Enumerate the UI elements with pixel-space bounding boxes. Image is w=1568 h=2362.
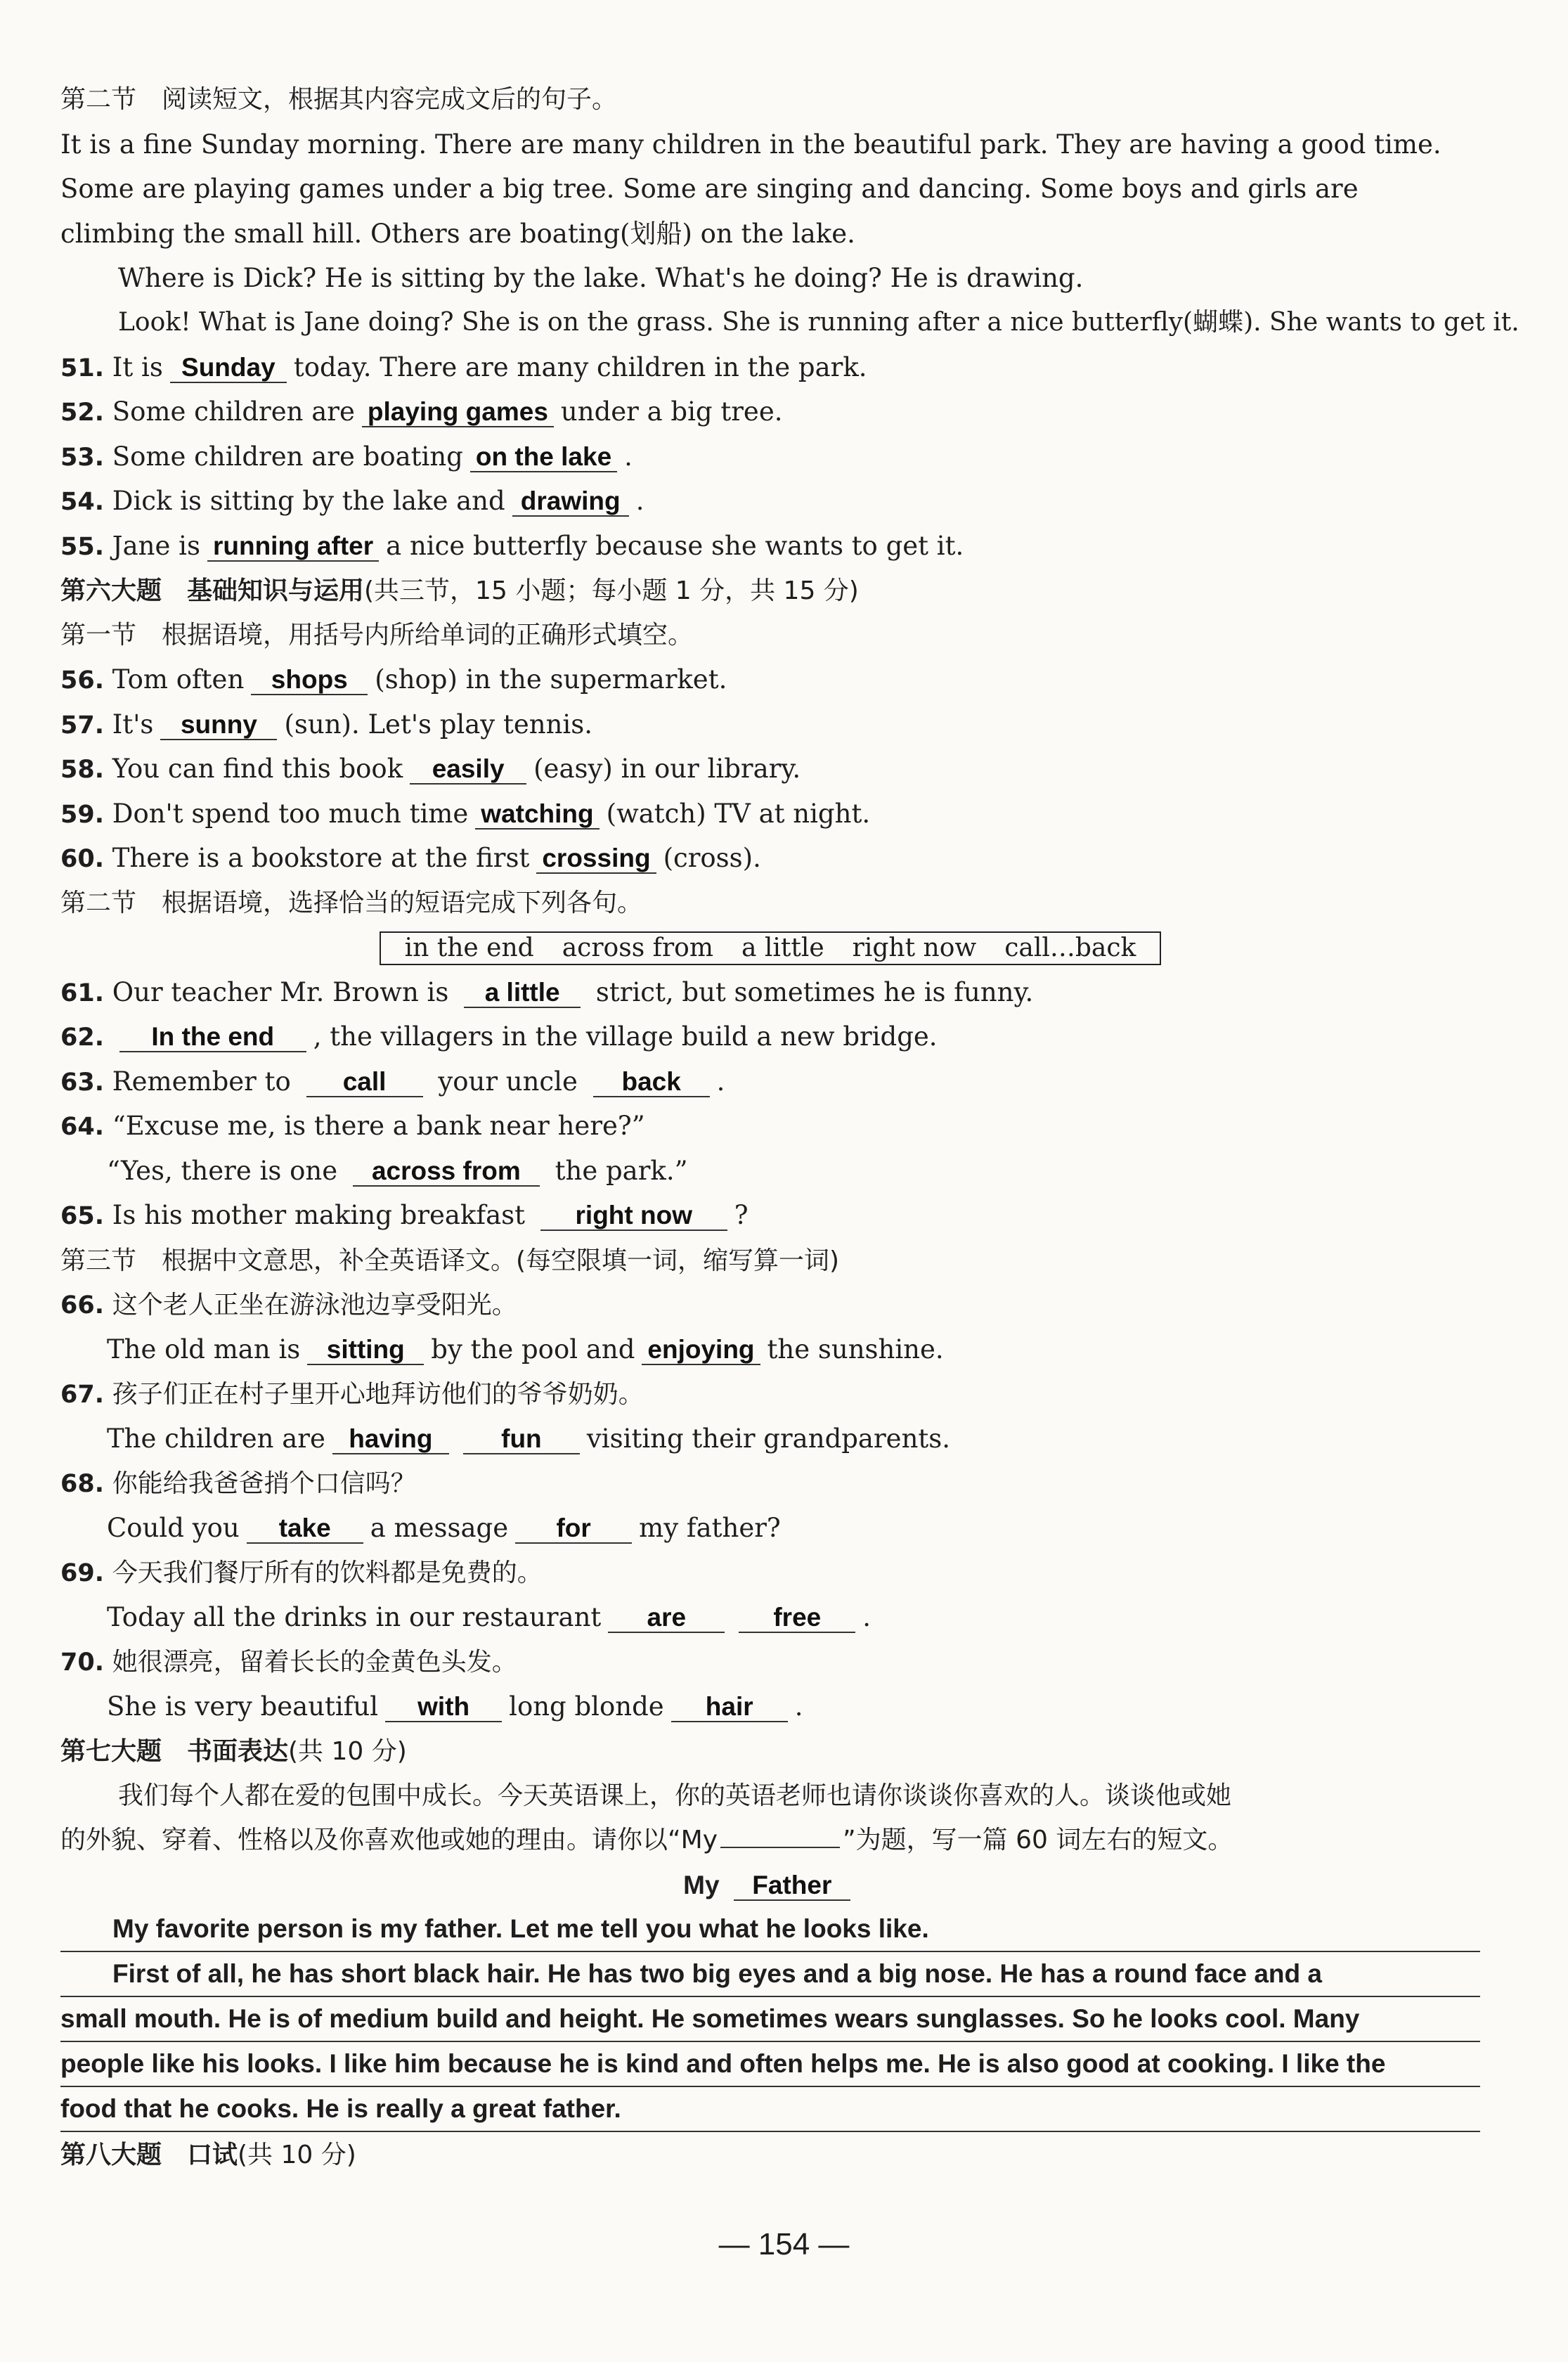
question-56 [60,657,1480,702]
word-box-item: right now [852,934,977,962]
part6-section2-heading: 第二节 根据语境，选择恰当的短语完成下列各句。 [60,888,643,917]
question-text: You can find this book [112,754,403,784]
question-58 [60,747,1480,792]
question-text: Don't spend too much time [112,798,469,829]
answer-blank: Sunday [170,354,287,383]
question-66-translation [60,1327,1480,1372]
question-text: Our teacher Mr. Brown is [112,976,449,1007]
question-text: . [862,1601,872,1632]
question-text: It's [112,709,154,740]
question-text: Some children are boating [112,441,463,472]
question-70-translation [60,1684,1480,1729]
question-52 [60,389,1480,434]
page-number: — 154 — [718,2227,850,2261]
answer-blank: free [739,1603,855,1633]
question-number: 58. [60,756,105,784]
question-text: Today all the drinks in our restaurant [107,1601,602,1632]
question-text: long blonde [509,1691,664,1722]
answer-blank: having [332,1425,449,1454]
question-text: There is a bookstore at the first [112,843,530,873]
question-67-translation [60,1416,1480,1461]
question-text: It is [112,351,163,382]
answer-blank: shops [251,666,368,695]
word-box-item: a little [741,934,824,962]
worksheet-page [60,77,1520,2177]
question-text: strict, but sometimes he is funny. [595,976,1034,1007]
question-number: 68. [60,1470,105,1498]
answer-blank: a little [464,979,581,1008]
answer-blank: with [385,1693,502,1722]
question-number: 67. [60,1381,105,1409]
part7-note: (共 10 分) [288,1737,407,1766]
question-68-chinese [60,1461,1480,1506]
question-text: . [716,1066,725,1097]
chinese-sentence: 她很漂亮，留着长长的金黄色头发。 [112,1648,517,1677]
part6-title: 第六大题 基础知识与运用 [60,576,365,605]
part6-section3-heading [60,1238,1480,1283]
question-text: visiting their grandparents. [586,1423,951,1454]
question-60 [60,836,1480,881]
writing-prompt-line-1: 我们每个人都在爱的包围中成长。今天英语课上，你的英语老师也请你谈谈你喜欢的人。谈谈他或她 [118,1781,1232,1810]
chinese-sentence: 今天我们餐厅所有的饮料都是免费的。 [112,1558,543,1587]
answer-blank: call [306,1068,423,1097]
question-text: ? [734,1200,749,1230]
essay-answer [60,1907,1480,2132]
answer-blank: back [593,1068,710,1097]
question-text: my father? [639,1512,781,1543]
question-65 [60,1193,1480,1238]
question-number: 56. [60,666,105,695]
question-text: Dick is sitting by the lake and [112,486,505,516]
essay-line: people like his looks. I like him because he is kind and often helps me. He is also good at cooking. I like the [60,2042,1480,2087]
section-title: 第三节 根据中文意思，补全英语译文。 [60,1246,517,1275]
answer-blank: are [608,1603,725,1633]
chinese-sentence: 你能给我爸爸捎个口信吗？ [112,1469,416,1498]
question-text: The old man is [107,1334,301,1364]
question-number: 59. [60,800,105,829]
answer-blank: sunny [160,711,277,740]
reading-paragraph-2: Where is Dick? He is sitting by the lake. What's he doing? He is drawing. [118,262,1084,293]
question-text: (sun). Let's play tennis. [284,709,592,740]
question-text: Some children are [112,396,355,427]
question-text: (watch) TV at night. [606,798,871,829]
word-box-line [60,925,1480,970]
question-text: Remember to [112,1066,291,1097]
answer-blank: running after [207,532,379,562]
question-51 [60,345,1480,390]
question-69-chinese [60,1550,1480,1595]
answer-blank: on the lake [470,443,617,472]
word-box-item: in the end [404,934,534,962]
part6-heading [60,568,1480,613]
question-text: . [794,1691,803,1722]
question-number: 65. [60,1202,105,1230]
question-text: Could you [107,1512,240,1543]
question-text: (cross). [663,843,761,873]
question-text: “Yes, there is one [107,1155,338,1186]
question-number: 57. [60,711,105,740]
title-blank [720,1847,840,1848]
question-text: Jane is [112,530,200,561]
question-text: . [635,486,644,516]
part8-heading [60,2132,1480,2177]
question-69-translation [60,1595,1480,1640]
question-text: The children are [107,1423,325,1454]
question-62 [60,1014,1480,1059]
part6-section1-heading: 第一节 根据语境，用括号内所给单词的正确形式填空。 [60,620,694,650]
question-55 [60,524,1480,569]
answer-blank: In the end [119,1023,306,1052]
answer-blank: easily [410,755,526,785]
answer-blank: crossing [536,844,656,874]
question-63 [60,1059,1480,1104]
question-number: 61. [60,979,105,1007]
question-text: by the pool and [431,1334,635,1364]
question-number: 53. [60,443,105,472]
question-64 [60,1104,1480,1149]
essay-line: small mouth. He is of medium build and height. He sometimes wears sunglasses. So he looks cool. Many [60,1997,1480,2042]
question-number: 70. [60,1648,105,1677]
writing-prompt-line-2 [60,1818,1480,1863]
answer-blank: drawing [512,487,629,517]
essay-line: food that he cooks. He is really a great father. [60,2087,1480,2132]
section-note: (每空限填一词，缩写算一词) [516,1246,840,1275]
answer-blank: playing games [362,398,554,427]
answer-blank: watching [475,800,599,830]
question-68-translation [60,1506,1480,1551]
essay-line: First of all, he has short black hair. He has two big eyes and a big nose. He has a round face and a [60,1952,1480,1997]
part8-title: 第八大题 口试 [60,2141,238,2169]
question-text: Is his mother making breakfast [112,1200,525,1230]
question-67-chinese [60,1372,1480,1416]
part8-note: (共 10 分) [238,2141,356,2169]
answer-blank: for [515,1514,632,1544]
answer-blank: take [247,1514,363,1544]
answer-blank: right now [540,1201,727,1231]
question-64-reply [60,1149,1480,1194]
reading-paragraph-3: Look! What is Jane doing? She is on the grass. She is running after a nice butterfly(蝴蝶). She wants to get it. [118,308,1520,337]
question-61 [60,970,1480,1015]
question-text: the sunshine. [767,1334,944,1364]
question-number: 52. [60,399,105,427]
question-text: today. There are many children in the park. [293,351,867,382]
question-number: 54. [60,488,105,516]
question-number: 51. [60,354,105,382]
prompt-text: ”为题，写一篇 60 词左右的短文。 [843,1826,1233,1854]
essay-title-prefix: My [683,1870,720,1899]
question-text: under a big tree. [560,396,783,427]
question-66-chinese [60,1282,1480,1327]
essay-line: My favorite person is my father. Let me tell you what he looks like. [60,1907,1480,1952]
question-text: a message [370,1512,509,1543]
question-number: 60. [60,845,105,873]
question-number: 69. [60,1559,105,1587]
answer-blank: sitting [307,1336,424,1365]
question-text: (shop) in the supermarket. [375,664,727,695]
question-text: a nice butterfly because she wants to get it. [386,530,964,561]
prompt-text: 的外貌、穿着、性格以及你喜欢他或她的理由。请你以“My [60,1826,718,1854]
reading-section-heading: 第二节 阅读短文，根据其内容完成文后的句子。 [60,85,618,114]
question-53 [60,434,1480,479]
chinese-sentence: 这个老人正坐在游泳池边享受阳光。 [112,1291,517,1319]
question-59 [60,792,1480,837]
word-box-item: across from [562,934,713,962]
answer-blank: hair [671,1693,788,1722]
question-text: your uncle [438,1066,578,1097]
part6-note: (共三节，15 小题；每小题 1 分，共 15 分) [364,576,859,605]
question-number: 55. [60,532,105,561]
essay-title [60,1863,1480,1908]
question-number: 66. [60,1291,105,1319]
question-text: . [624,441,633,472]
answer-blank: fun [463,1425,580,1454]
answer-blank: enjoying [642,1336,760,1365]
question-text: , the villagers in the village build a new bridge. [313,1021,938,1052]
question-number: 64. [60,1113,105,1141]
part7-heading [60,1729,1480,1774]
chinese-sentence: 孩子们正在村子里开心地拜访他们的爷爷奶奶。 [112,1380,644,1409]
question-text: Tom often [112,664,245,695]
question-54 [60,479,1480,524]
question-text: She is very beautiful [107,1691,379,1722]
word-box-item: call…back [1004,934,1136,962]
question-text: “Excuse me, is there a bank near here?” [112,1111,645,1141]
essay-title-answer: Father [734,1871,850,1901]
question-70-chinese [60,1639,1480,1684]
question-57 [60,702,1480,747]
reading-paragraph-1: It is a fine Sunday morning. There are many children in the beautiful park. They are having a good time. Some are playing games under a big tree. Some are singing and dancing. Some boys and girls are climbing the small hill. Others are boating(划船) on the lake. [60,129,1441,249]
word-box [380,931,1162,965]
question-number: 62. [60,1024,105,1052]
question-text: (easy) in our library. [533,754,801,784]
answer-blank: across from [353,1157,540,1187]
part7-title: 第七大题 书面表达 [60,1737,289,1766]
question-number: 63. [60,1068,105,1097]
question-text: the park.” [555,1155,688,1186]
